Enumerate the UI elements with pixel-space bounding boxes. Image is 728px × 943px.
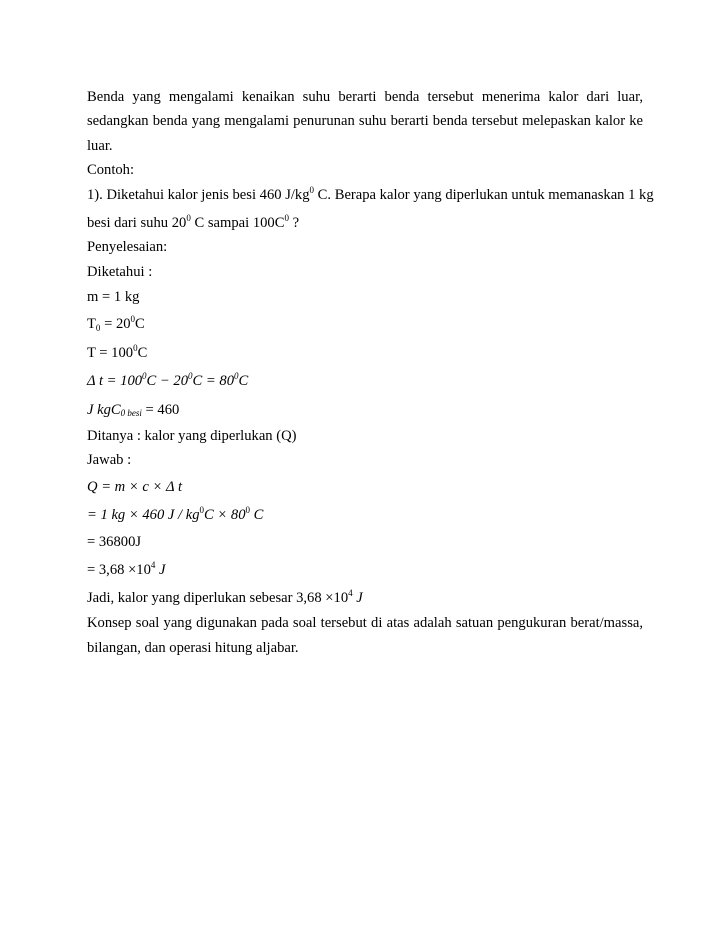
- text-run: C × 80: [204, 507, 246, 523]
- text-run: ?: [288, 215, 300, 231]
- text-run: C sampai 100C: [190, 215, 285, 231]
- closing-line: Konsep soal yang digunakan pada soal tersebut di atas adalah satuan pengukuran berat/massa,: [87, 615, 643, 631]
- superscript: 0: [142, 371, 147, 381]
- equation-3: = 36800J: [87, 534, 142, 550]
- text-run: J: [155, 562, 166, 578]
- superscript: 0: [199, 505, 205, 515]
- jawab-label: Jawab :: [87, 452, 132, 468]
- conclusion-line: [87, 589, 363, 608]
- text-run: T: [87, 316, 96, 332]
- text-run: C: [238, 373, 249, 389]
- paragraph-line: Benda yang mengalami kenaikan suhu berarti benda tersebut menerima kalor dari luar,: [87, 89, 643, 105]
- penyelesaian-label: Penyelesaian:: [87, 239, 168, 255]
- equation-1: Q = m × c × Δ t: [87, 479, 182, 495]
- text-run: C. Berapa kalor yang diperlukan untuk memanaskan 1 kg: [314, 187, 654, 203]
- known-mass: m = 1 kg: [87, 289, 140, 305]
- text-run: Jadi, kalor yang diperlukan sebesar 3,68 ×10: [87, 590, 349, 606]
- text-run: J: [352, 590, 363, 606]
- known-t: [87, 344, 147, 363]
- text-run: Δ t = 100: [87, 373, 143, 389]
- known-t0: [87, 315, 145, 334]
- problem-line-1: [87, 186, 654, 205]
- known-specific-heat: [87, 401, 179, 420]
- superscript: 0: [245, 505, 250, 515]
- superscript: 4: [150, 560, 156, 570]
- paragraph-line: luar.: [87, 138, 113, 154]
- known-delta-t: [87, 372, 248, 391]
- text-run: C: [135, 316, 145, 332]
- diketahui-label: Diketahui :: [87, 264, 153, 280]
- equation-2: [87, 506, 263, 525]
- superscript: 0: [133, 343, 138, 353]
- text-run: J kgC: [87, 402, 121, 418]
- superscript: 0: [309, 185, 315, 195]
- text-run: besi dari suhu 20: [87, 215, 187, 231]
- paragraph-line: sedangkan benda yang mengalami penurunan suhu berarti benda tersebut melepaskan kalor ke: [87, 113, 643, 129]
- closing-line: bilangan, dan operasi hitung aljabar.: [87, 640, 299, 656]
- text-run: C: [137, 345, 148, 361]
- text-run: 1). Diketahui kalor jenis besi 460 J/kg: [87, 187, 310, 203]
- superscript: 0: [186, 213, 191, 223]
- superscript: 0: [284, 213, 289, 223]
- text-run: C = 80: [192, 373, 235, 389]
- subscript: 0 besi: [120, 408, 142, 418]
- superscript: 0: [234, 371, 239, 381]
- text-run: C − 20: [146, 373, 189, 389]
- problem-line-2: [87, 214, 299, 233]
- text-run: = 1 kg × 460 J / kg: [87, 507, 200, 523]
- superscript: 4: [348, 588, 353, 598]
- text-run: C: [250, 507, 264, 523]
- superscript: 0: [130, 314, 136, 324]
- contoh-label: Contoh:: [87, 162, 135, 178]
- subscript: 0: [95, 323, 101, 333]
- equation-4: [87, 561, 166, 580]
- text-run: = 20: [100, 316, 131, 332]
- ditanya-line: Ditanya : kalor yang diperlukan (Q): [87, 428, 297, 444]
- text-run: = 460: [141, 402, 180, 418]
- text-run: T = 100: [87, 345, 134, 361]
- text-run: = 3,68 ×10: [87, 562, 151, 578]
- superscript: 0: [188, 371, 193, 381]
